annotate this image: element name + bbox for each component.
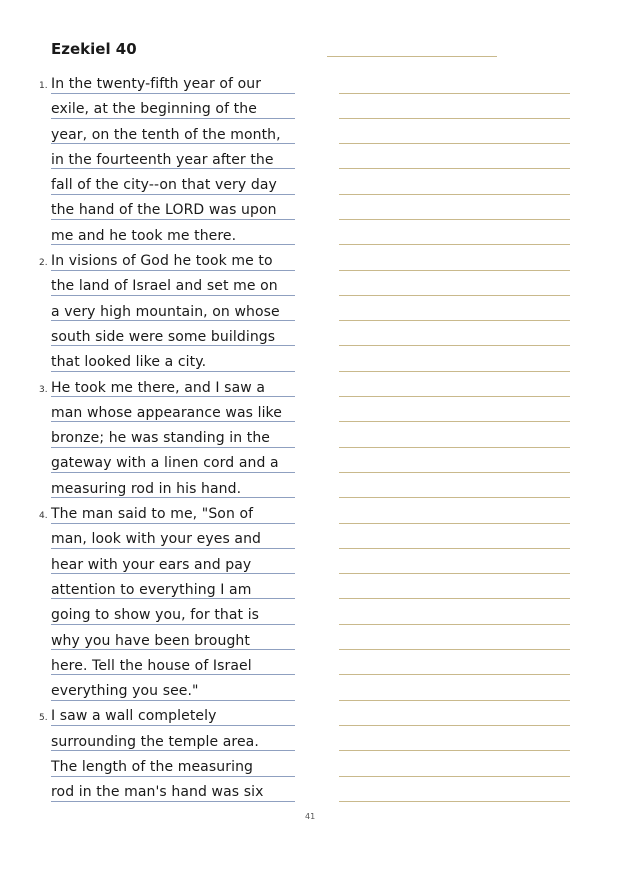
verse-text: why you have been brought bbox=[51, 632, 250, 649]
verse-text: that looked like a city. bbox=[51, 354, 207, 371]
verse-line bbox=[0, 606, 310, 631]
verse-text: year, on the tenth of the month, bbox=[51, 126, 281, 143]
verse-text: surrounding the temple area. bbox=[51, 733, 259, 750]
practice-line bbox=[339, 379, 570, 404]
verse-text: In the twenty-fifth year of our bbox=[51, 76, 262, 92]
verse-line bbox=[0, 151, 310, 176]
verse-line bbox=[0, 75, 310, 100]
practice-line bbox=[339, 556, 570, 581]
page-number: 41 bbox=[305, 812, 316, 821]
page-title: Ezekiel 40 bbox=[51, 40, 137, 58]
verse-number: 1. bbox=[39, 81, 48, 91]
practice-line bbox=[339, 707, 570, 732]
verse-line bbox=[0, 353, 310, 378]
verse-text: going to show you, for that is bbox=[51, 607, 260, 624]
verse-text: here. Tell the house of Israel bbox=[51, 657, 252, 674]
verse-number: 3. bbox=[39, 384, 48, 395]
verse-line bbox=[0, 454, 310, 479]
verse-line bbox=[0, 783, 310, 808]
name-writing-line bbox=[327, 56, 497, 57]
verse-line bbox=[0, 201, 310, 226]
verse-column bbox=[0, 75, 310, 809]
practice-line bbox=[339, 126, 570, 151]
practice-line bbox=[339, 530, 570, 555]
verse-text: the land of Israel and set me on bbox=[51, 278, 278, 295]
verse-line bbox=[0, 758, 310, 783]
verse-line bbox=[0, 581, 310, 606]
verse-text: man whose appearance was like bbox=[51, 404, 282, 421]
verse-line bbox=[0, 682, 310, 707]
verse-text: attention to everything I am bbox=[51, 581, 252, 598]
verse-text: fall of the city--on that very day bbox=[51, 177, 277, 194]
practice-line bbox=[339, 454, 570, 479]
practice-line bbox=[339, 505, 570, 530]
verse-text: The man said to me, "Son of bbox=[51, 506, 254, 523]
practice-line bbox=[339, 328, 570, 353]
verse-text: man, look with your eyes and bbox=[51, 531, 262, 548]
verse-line bbox=[0, 429, 310, 454]
verse-line bbox=[0, 277, 310, 302]
verse-line bbox=[0, 657, 310, 682]
verse-line bbox=[0, 556, 310, 581]
verse-text: in the fourteenth year after the bbox=[51, 151, 274, 168]
practice-line bbox=[339, 176, 570, 201]
verse-line bbox=[0, 252, 310, 277]
verse-text: In visions of God he took me to bbox=[51, 253, 273, 270]
verse-number: 2. bbox=[39, 258, 48, 269]
practice-line bbox=[339, 277, 570, 302]
practice-line bbox=[339, 606, 570, 631]
practice-line bbox=[339, 151, 570, 176]
verse-text: The length of the measuring bbox=[51, 759, 254, 776]
practice-line bbox=[339, 252, 570, 277]
practice-line bbox=[339, 733, 570, 758]
verse-line bbox=[0, 379, 310, 404]
practice-line bbox=[339, 632, 570, 657]
verse-text: He took me there, and I saw a bbox=[51, 379, 266, 396]
verse-number: 4. bbox=[39, 511, 48, 522]
verse-line bbox=[0, 505, 310, 530]
practice-line bbox=[339, 227, 570, 252]
verse-line bbox=[0, 303, 310, 328]
practice-line bbox=[339, 581, 570, 606]
verse-text: me and he took me there. bbox=[51, 227, 237, 244]
practice-line bbox=[339, 75, 570, 100]
verse-text: the hand of the LORD was upon bbox=[51, 202, 277, 219]
verse-text: I saw a wall completely bbox=[51, 708, 217, 725]
practice-line bbox=[339, 353, 570, 378]
verse-line bbox=[0, 328, 310, 353]
verse-text: rod in the man's hand was six bbox=[51, 784, 264, 801]
verse-line bbox=[0, 530, 310, 555]
verse-text: bronze; he was standing in the bbox=[51, 430, 271, 447]
verse-line bbox=[0, 480, 310, 505]
practice-line bbox=[339, 480, 570, 505]
verse-line bbox=[0, 632, 310, 657]
verse-line bbox=[0, 227, 310, 252]
verse-text: everything you see." bbox=[51, 683, 199, 700]
practice-line bbox=[339, 404, 570, 429]
practice-line bbox=[339, 303, 570, 328]
verse-text: gateway with a linen cord and a bbox=[51, 455, 279, 472]
verse-text: south side were some buildings bbox=[51, 328, 276, 345]
verse-line bbox=[0, 404, 310, 429]
practice-line bbox=[339, 429, 570, 454]
verse-text: measuring rod in his hand. bbox=[51, 480, 242, 497]
verse-line bbox=[0, 707, 310, 732]
practice-line bbox=[339, 783, 570, 808]
practice-line bbox=[339, 657, 570, 682]
verse-line bbox=[0, 100, 310, 125]
practice-column bbox=[339, 75, 570, 809]
verse-line bbox=[0, 733, 310, 758]
verse-line bbox=[0, 176, 310, 201]
verse-text: hear with your ears and pay bbox=[51, 556, 252, 573]
practice-line bbox=[339, 682, 570, 707]
verse-line bbox=[0, 126, 310, 151]
verse-text: a very high mountain, on whose bbox=[51, 303, 280, 320]
verse-number: 5. bbox=[39, 713, 48, 724]
practice-line bbox=[339, 758, 570, 783]
practice-line bbox=[339, 201, 570, 226]
verse-text: exile, at the beginning of the bbox=[51, 101, 257, 118]
practice-line bbox=[339, 100, 570, 125]
